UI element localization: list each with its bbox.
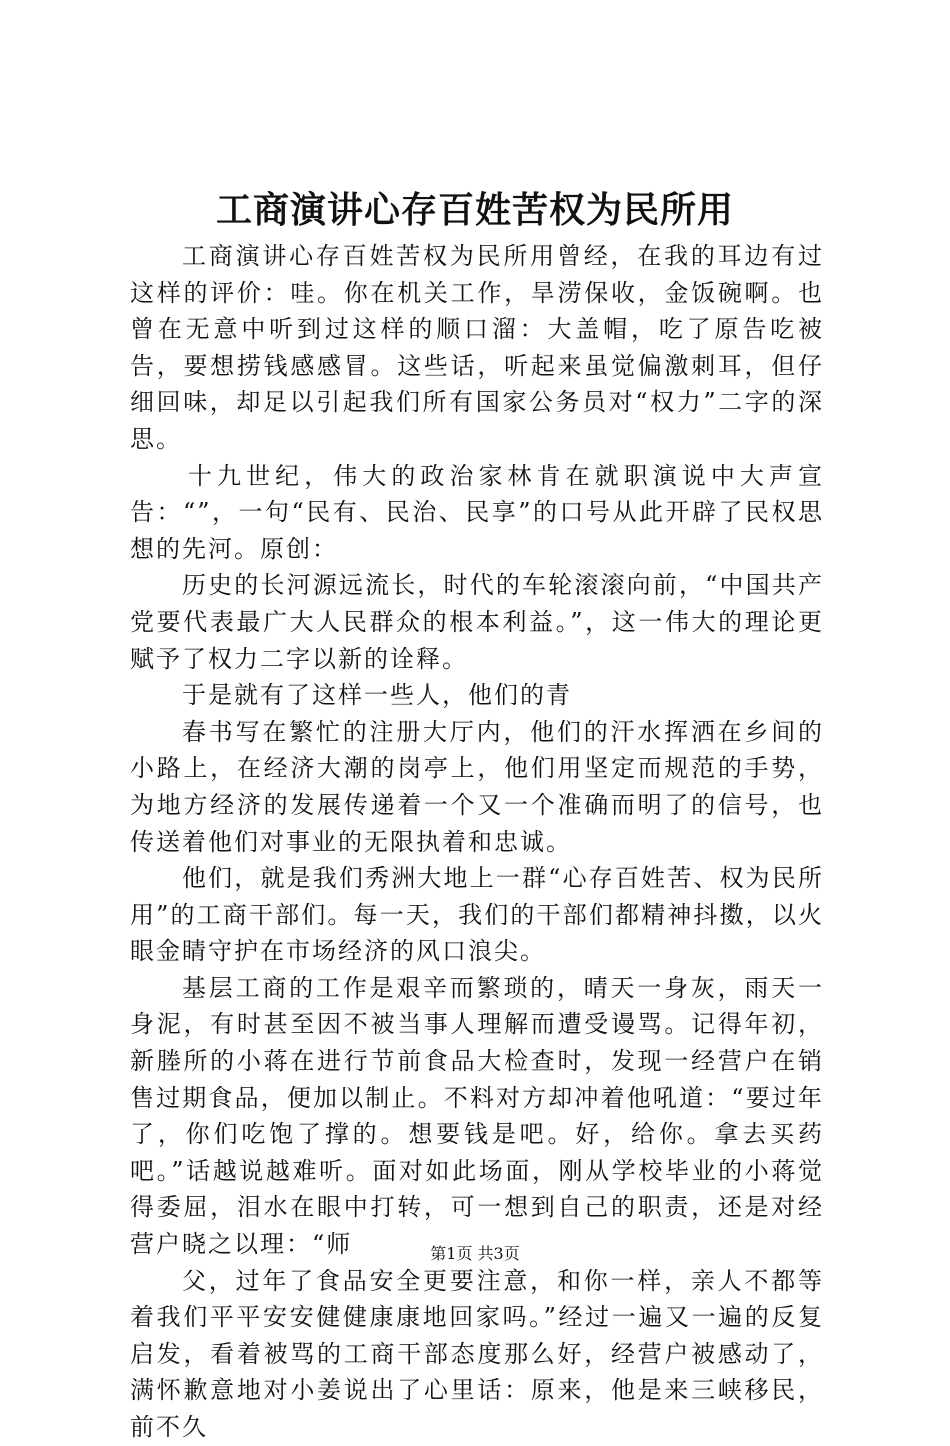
paragraph-5: 春书写在繁忙的注册大厅内，他们的汗水挥洒在乡间的小路上，在经济大潮的岗亭上，他们用坚定而规范的手势，为地方经济的发展传递着一个又一个准确而明了的信号，也传送着他们对事业的无限执着和忠诚。 [130,717,824,856]
paragraph-2: 十九世纪，伟大的政治家林肯在就职演说中大声宣告：“”，一句“民有、民治、民享”的口号从此开辟了民权思想的先河。原创： [130,461,824,563]
paragraph-4: 于是就有了这样一些人，他们的青 [182,681,572,710]
paragraph-7: 基层工商的工作是艰辛而繁琐的，晴天一身灰，雨天一身泥，有时甚至因不被当事人理解而遭受谩骂。记得年初，新塍所的小蒋在进行节前食品大检查时，发现一经营户在销售过期食品，便加以制止。不料对方却冲着他吼道：“要过年了，你们吃饱了撑的。想要钱是吧。好，给你。拿去买药吧。”话越说越难听。面对如此场面，刚从学校毕业的小蒋觉得委屈，泪水在眼中打转，可一想到自己的职责，还是对经营户晓之以理：“师 [130,973,824,1259]
page-number-footer: 第1页 共3页 [430,1244,520,1263]
paragraph-8: 父，过年了食品安全更要注意，和你一样，亲人不都等着我们平平安安健健康康地回家吗。”经过一遍又一遍的反复启发，看着被骂的工商干部态度那么好，经营户被感动了，满怀歉意地对小姜说出了心里话：原来，他是来三峡移民，前不久 [130,1266,824,1441]
paragraph-1: 工商演讲心存百姓苦权为民所用曾经，在我的耳边有过这样的评价：哇。你在机关工作，旱涝保收，金饭碗啊。也曾在无意中听到过这样的顺口溜：大盖帽，吃了原告吃被告，要想捞钱感感冒。这些话，听起来虽觉偏激刺耳，但仔细回味，却足以引起我们所有国家公务员对“权力”二字的深思。 [130,242,824,453]
paragraph-3: 历史的长河源远流长，时代的车轮滚滚向前，“中国共产党要代表最广大人民群众的根本利益。”，这一伟大的理论更赋予了权力二字以新的诠释。 [130,571,824,673]
document-title: 工商演讲心存百姓苦权为民所用 [215,189,734,231]
paragraph-6: 他们，就是我们秀洲大地上一群“心存百姓苦、权为民所用”的工商干部们。每一天，我们的干部们都精神抖擞，以火眼金睛守护在市场经济的风口浪尖。 [130,864,824,966]
